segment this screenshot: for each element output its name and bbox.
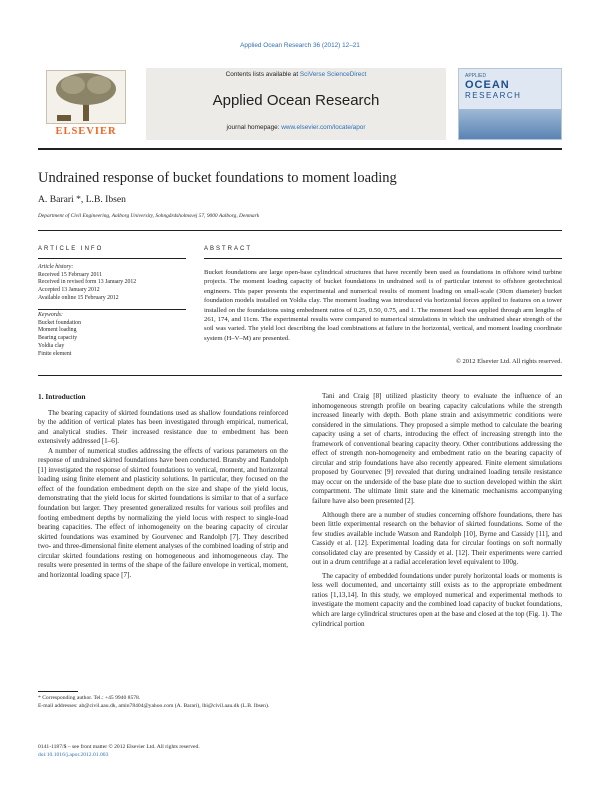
keywords (38, 312, 188, 358)
history-item: Received in revised form 13 January 2012 (38, 279, 137, 286)
cover-line-1: APPLIED (465, 73, 487, 79)
authors: A. Barari *, L.B. Ibsen (38, 194, 126, 205)
journal-cover (458, 68, 562, 140)
article-history (38, 264, 188, 303)
contents-prefix: Contents lists available at (225, 71, 300, 78)
elsevier-logo (38, 68, 134, 140)
homepage-prefix: journal homepage: (226, 124, 282, 131)
homepage-line (146, 124, 446, 131)
history-item: Received 15 February 2011 (38, 271, 103, 278)
intro-paragraph-2: A number of numerical studies addressing the effects of various parameters on the response of undrained skirted foundations have been conducted. Bransby and Randolph [1] investigated the response of skirted foundations to vertical, moment, and horizontal loading using finite element and plasticity solutions. In particular, they focused on the effect of the foundation embedment depth on the size and shape of the yield locus, demonstrating that the yield locus for skirted foundations is similar to that of a surface foundation but larger. They presented generalized results for various soil profiles and footing embedment depths by normalizing the yield locus with respect to single-load bearing capacities. The effect of inhomogeneity on the bearing capacity of circular skirted foundations was examined by Gourvenec and Randolph [7]. They described two- and three-dimensional finite element analyses of the combined loading of strip and circular skirted foundations resting on homogeneous and inhomogeneous clay. The results were presented in terms of the shape of the failure envelope in vertical, moment, and horizontal loading space [7]. (38, 446, 288, 579)
footnote-rule (38, 691, 78, 692)
intro-paragraph-4: Although there are a number of studies concerning offshore foundations, there has been little experimental research on the behavior of skirted foundations. Some of the few studies available include Watson and Randolph [10], Byrne and Cassidy [11], and Cassidy et al. [12]. Experimental loading data for circular footings on soft normally consolidated clay are presented by Cassidy et al. [12]. Their experiments were carried out in a drum centrifuge at a radial acceleration level equivalent to 100g. (312, 510, 562, 567)
copyright: © 2012 Elsevier Ltd. All rights reserved. (455, 358, 562, 365)
keyword-item: Finite element (38, 350, 72, 357)
right-column (312, 392, 562, 629)
title-divider (38, 230, 562, 231)
journal-citation[interactable]: Applied Ocean Research 36 (2012) 12–21 (240, 42, 360, 49)
header-divider (38, 148, 562, 150)
front-matter (38, 744, 298, 759)
masthead (146, 68, 446, 140)
cover-wave-image (459, 109, 561, 139)
intro-paragraph-3: Tani and Craig [8] utilized plasticity theory to evaluate the influence of an inhomogeneous strength profile on bearing capacity calculations while the strength increased linearly with depth. Both plane strain and axisymmetric conditions were considered in the simulations. They proposed a simple method to calculate the bearing capacity using a set of charts, introducing the effect of increasing strength into the framework of conventional bearing capacity theory. Other contributions addressing the effect of strength non-homogeneity and embedment ratio on the bearing capacity of circular and strip foundations have also recently appeared. Finite element simulations proposed by Gourvenec [9] revealed that during undrained loading tensile resistance may occur on the underside of the base plate due to suction developed within the skirt compartment. The ultimate limit state and the kinematic mechanisms accompanying failure have also been presented [2]. (312, 392, 562, 506)
left-column (38, 392, 288, 580)
corresponding-author: * Corresponding author. Tel.: +45 9940 8578. (38, 695, 141, 701)
abstract-text: Bucket foundations are large open-base cylindrical structures that have recently been used as foundations in offshore wind turbine projects. The moment loading capacity of bucket foundations in undrained soil is of particular interest to offshore geotechnical engineers. This paper presents the experimental and numerical results of moment loading on small-scale (30cm diameter) bucket foundation models installed on Yoldia clay. The moment loading was introduced via horizontal forces applied to features on a tower installed on the foundations using embedment ratios of 0.25, 0.50, 0.75, and 1. The moment load was applied through arm lengths of 261, 174, and 11cm. The experimental results were compared to numerical simulations in which the undrained shear strength of the soil was varied. The yield loci describing the load combinations at failure in the horizontal, vertical, and moment loading coordinate system (H–V–M) are presented. (204, 269, 562, 342)
abstract-divider (38, 375, 562, 376)
history-label: Article history: (38, 264, 74, 270)
journal-header (38, 68, 562, 140)
contents-line (146, 71, 446, 78)
keywords-label: Keywords: (38, 312, 63, 318)
affiliation: Department of Civil Engineering, Aalborg University, Sohngårdsholmsvej 57, 9000 Aalborg, Denmark (38, 213, 260, 219)
sciencedirect-link[interactable]: SciVerse ScienceDirect (299, 71, 367, 78)
article-title: Undrained response of bucket foundations to moment loading (38, 170, 397, 186)
article-info-heading: ARTICLE INFO (38, 246, 104, 252)
abstract-heading: ABSTRACT (204, 246, 253, 252)
abstract-rule (204, 258, 562, 259)
keyword-item: Bucket foundation (38, 319, 81, 326)
history-item: Available online 15 February 2012 (38, 294, 119, 301)
doi-link[interactable]: doi:10.1016/j.apor.2012.01.003 (38, 751, 109, 758)
history-item: Accepted 13 January 2012 (38, 287, 100, 294)
email-addresses[interactable]: E-mail addresses: ab@civil.aau.dk, amin78404@yahoo.com (A. Barari), lbi@civil.aau.dk (L.B. Ibsen). (38, 702, 270, 709)
keyword-item: Bearing capacity (38, 335, 78, 342)
keyword-item: Moment loading (38, 327, 77, 334)
keyword-item: Yoldia clay (38, 342, 65, 349)
intro-paragraph-1: The bearing capacity of skirted foundations used as shallow foundations reinforced by the addition of vertical plates has been investigated through empirical, numerical, and analytical studies. Their increased resistance due to embedment has been extensively addressed [1–6]. (38, 408, 288, 446)
journal-title: Applied Ocean Research (212, 92, 380, 109)
article-info-rule (38, 258, 186, 259)
section-heading: 1. Introduction (38, 392, 86, 401)
footnote (38, 695, 288, 710)
elsevier-tree-icon (46, 70, 126, 124)
intro-paragraph-5: The capacity of embedded foundations under purely horizontal loads or moments is less well documented, and uncertainty still exists as to the appropriate embedment ratios [1,13,14]. In this study, we employed numerical and experimental methods to investigate the moment capacity and the combined load capacity of bucket foundations, which are large cylindrical structures open at the base and closed at the top (Fig. 1). The cylindrical portion (312, 571, 562, 628)
cover-line-3: RESEARCH (465, 91, 522, 100)
cover-line-2: OCEAN (465, 79, 510, 91)
publisher-wordmark: ELSEVIER (55, 126, 117, 137)
issn-line: 0141-1187/$ – see front matter © 2012 Elsevier Ltd. All rights reserved. (38, 744, 200, 750)
history-rule (38, 309, 186, 310)
homepage-link[interactable]: www.elsevier.com/locate/apor (281, 124, 366, 131)
